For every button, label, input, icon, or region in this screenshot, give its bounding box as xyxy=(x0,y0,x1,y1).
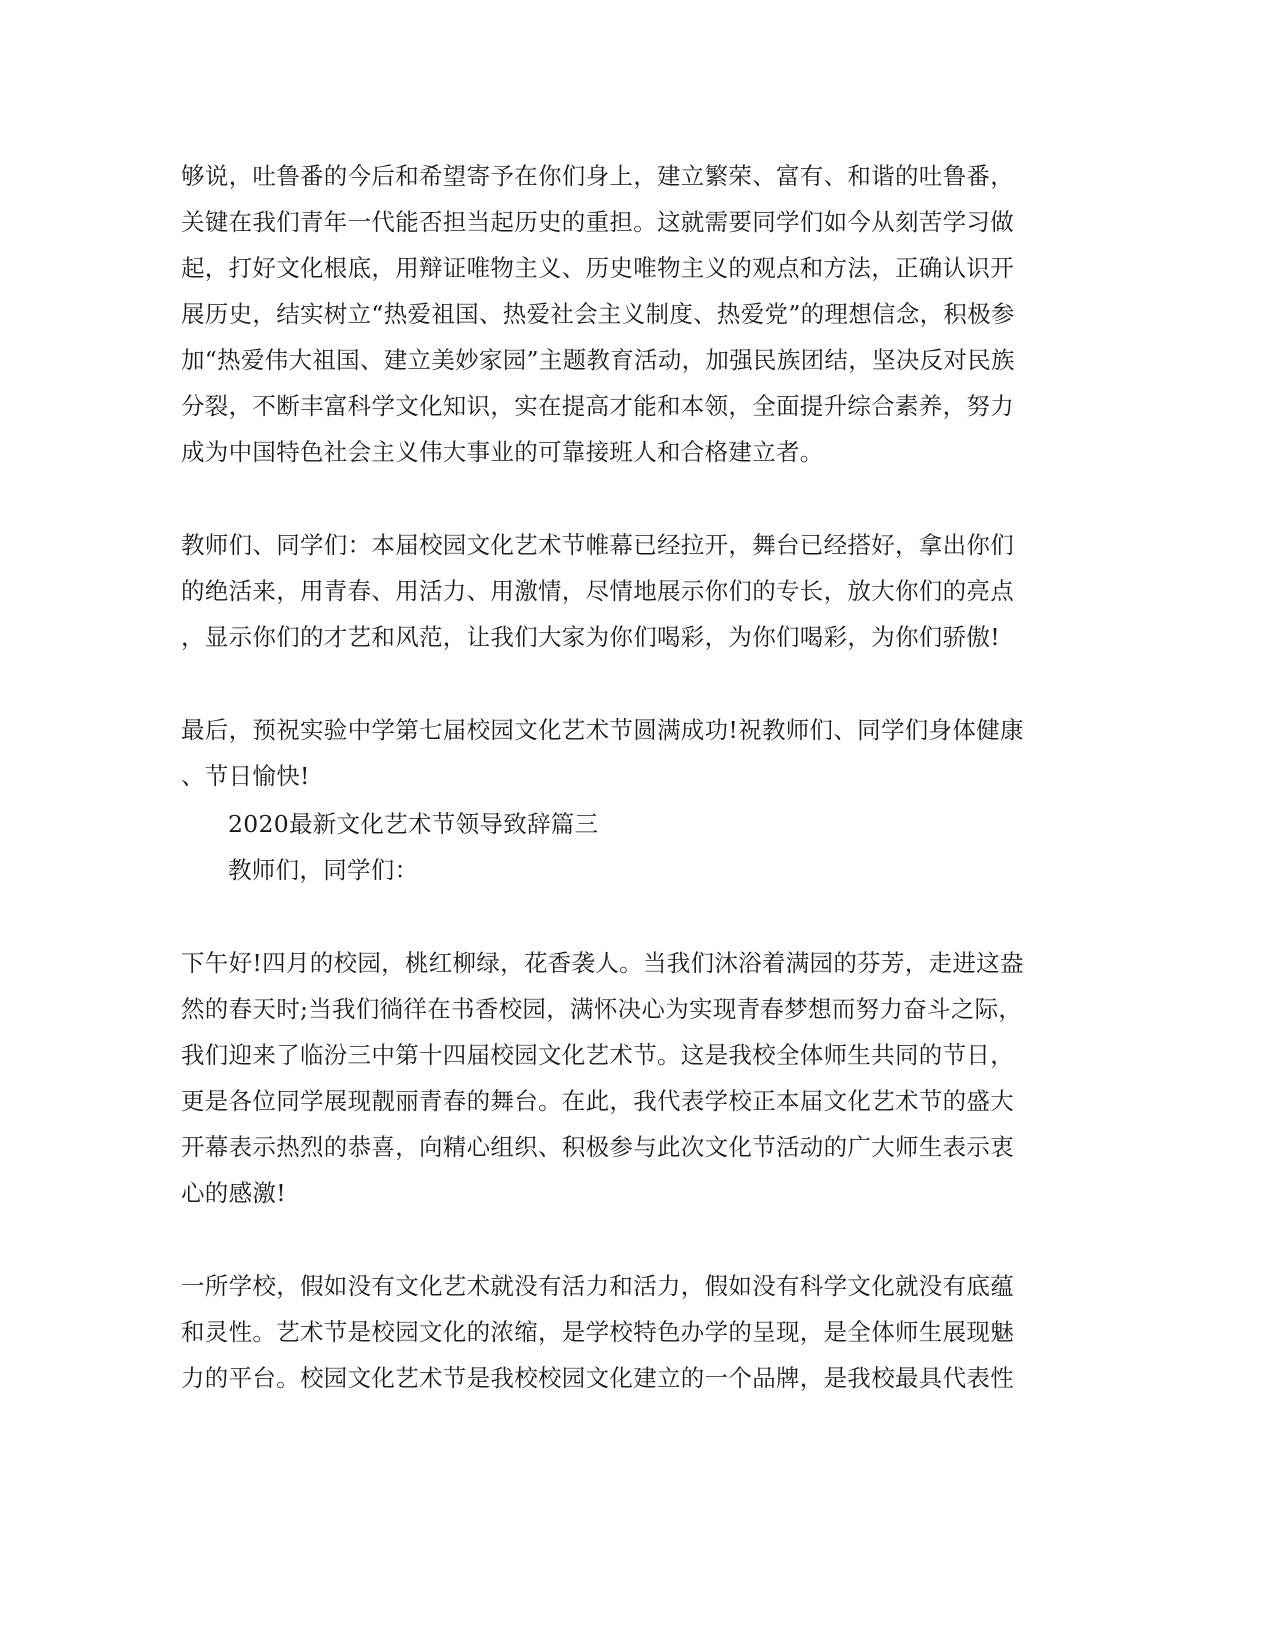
paragraph-1-line-6: 分裂，不断丰富科学文化知识，实在提高才能和本领，全面提升综合素养，努力 xyxy=(181,392,1014,420)
paragraph-4-line-4: 更是各位同学展现靓丽青春的舞台。在此，我代表学校正本届文化艺术节的盛大 xyxy=(181,1087,1014,1115)
paragraph-3-line-1: 最后，预祝实验中学第七届校园文化艺术节圆满成功!祝教师们、同学们身体健康 xyxy=(181,716,1024,744)
paragraph-4-line-2: 然的春天时;当我们徜徉在书香校园，满怀决心为实现青春梦想而努力奋斗之际， xyxy=(181,995,1023,1023)
paragraph-1-line-4: 展历史，结实树立“热爱祖国、热爱社会主义制度、热爱党”的理想信念，积极参 xyxy=(181,300,1015,328)
paragraph-4-line-3: 我们迎来了临汾三中第十四届校园文化艺术节。这是我校全体师生共同的节日， xyxy=(181,1041,1014,1069)
paragraph-2-line-1: 教师们、同学们：本届校园文化艺术节帷幕已经拉开，舞台已经搭好，拿出你们 xyxy=(181,531,1014,559)
paragraph-5-line-3: 力的平台。校园文化艺术节是我校校园文化建立的一个品牌，是我校最具代表性 xyxy=(181,1364,1014,1392)
paragraph-1-line-3: 起，打好文化根底，用辩证唯物主义、历史唯物主义的观点和方法，正确认识开 xyxy=(181,254,1014,282)
paragraph-2-line-3: ，显示你们的才艺和风范，让我们大家为你们喝彩，为你们喝彩，为你们骄傲! xyxy=(181,623,1000,651)
paragraph-1-line-2: 关键在我们青年一代能否担当起历史的重担。这就需要同学们如今从刻苦学习做 xyxy=(181,208,1014,236)
paragraph-3-line-2: 、节日愉快! xyxy=(181,762,310,790)
salutation: 教师们，同学们： xyxy=(228,856,419,884)
paragraph-4-line-1: 下午好!四月的校园，桃红柳绿，花香袭人。当我们沐浴着满园的芬芳，走进这盎 xyxy=(181,949,1024,977)
paragraph-5-line-1: 一所学校，假如没有文化艺术就没有活力和活力，假如没有科学文化就没有底蕴 xyxy=(181,1272,1014,1300)
paragraph-1-line-5: 加“热爱伟大祖国、建立美妙家园”主题教育活动，加强民族团结，坚决反对民族 xyxy=(181,346,1015,374)
paragraph-4-line-6: 心的感激! xyxy=(181,1179,286,1207)
paragraph-1-line-7: 成为中国特色社会主义伟大事业的可靠接班人和合格建立者。 xyxy=(181,438,824,466)
paragraph-5-line-2: 和灵性。艺术节是校园文化的浓缩，是学校特色办学的呈现，是全体师生展现魅 xyxy=(181,1318,1014,1346)
paragraph-2-line-2: 的绝活来，用青春、用活力、用激情，尽情地展示你们的专长，放大你们的亮点 xyxy=(181,577,1014,605)
paragraph-1-line-1: 够说，吐鲁番的今后和希望寄予在你们身上，建立繁荣、富有、和谐的吐鲁番， xyxy=(181,162,1014,190)
paragraph-4-line-5: 开幕表示热烈的恭喜，向精心组织、积极参与此次文化节活动的广大师生表示衷 xyxy=(181,1133,1014,1161)
section-title: 2020最新文化艺术节领导致辞篇三 xyxy=(228,810,599,838)
